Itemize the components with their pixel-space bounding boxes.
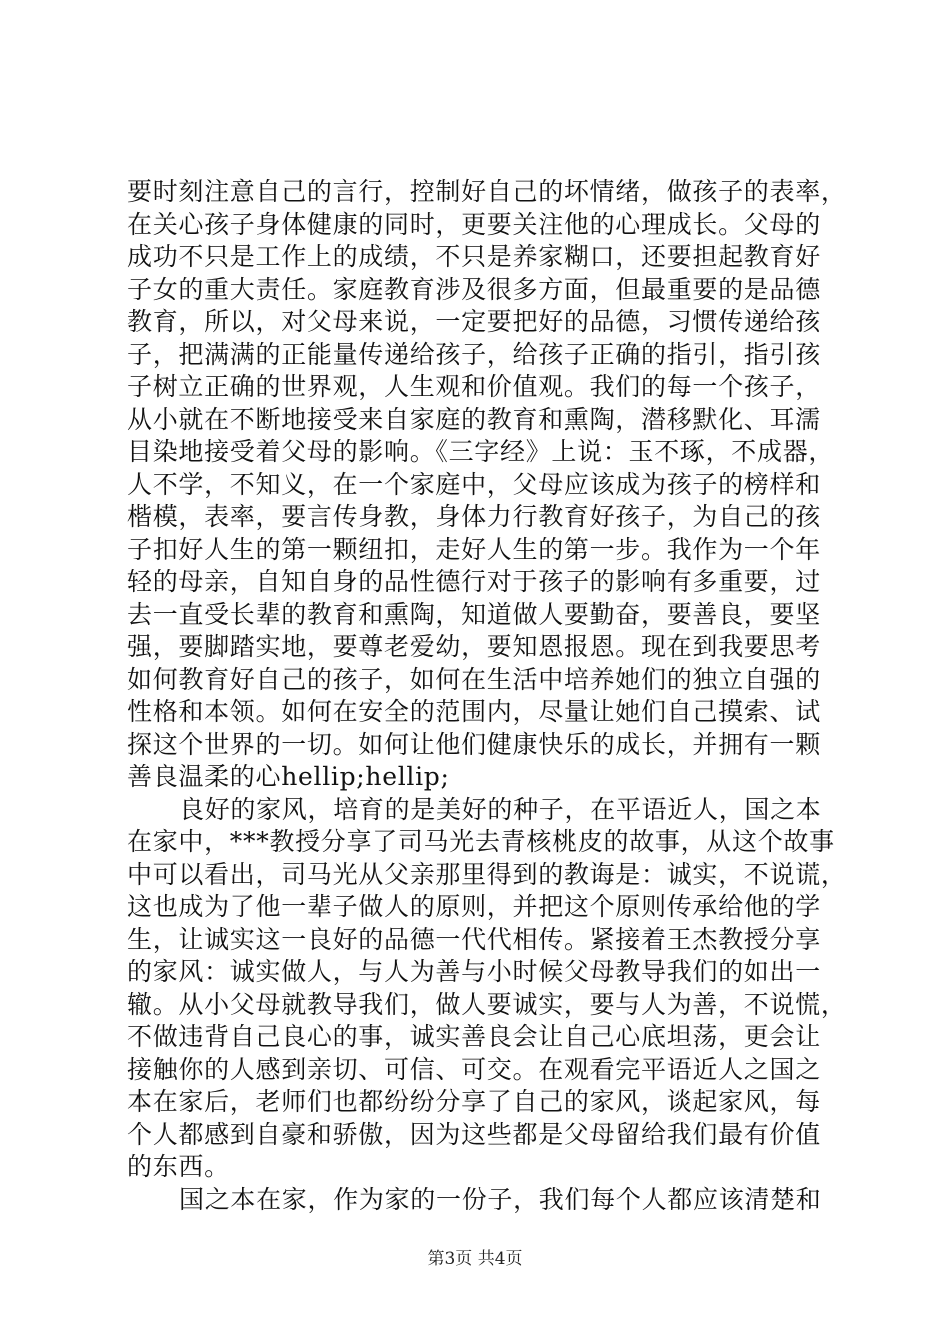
text-line: 探这个世界的一切。如何让他们健康快乐的成长，并拥有一颗: [127, 729, 821, 759]
text-line: 的家风：诚实做人，与人为善与小时候父母教导我们的如出一: [127, 957, 821, 986]
text-line: 个人都感到自豪和骄傲，因为这些都是父母留给我们最有价值: [127, 1119, 821, 1149]
text-line: 要时刻注意自己的言行，控制好自己的坏情绪，做孩子的表率，: [127, 177, 847, 206]
text-line: 子女的重大责任。家庭教育涉及很多方面，但最重要的是品德: [127, 274, 821, 304]
page-number: 第3页 共4页: [427, 1249, 523, 1269]
text-line: 生，让诚实这一良好的品德一代代相传。紧接着王杰教授分享: [127, 924, 821, 954]
page-footer: [0, 1244, 950, 1269]
text-line: 从小就在不断地接受来自家庭的教育和熏陶，潜移默化、耳濡: [127, 404, 821, 434]
text-line: 子树立正确的世界观，人生观和价值观。我们的每一个孩子，: [127, 372, 821, 401]
text-line: 本在家后，老师们也都纷纷分享了自己的家风，谈起家风，每: [127, 1087, 821, 1116]
text-line: 性格和本领。如何在安全的范围内，尽量让她们自己摸索、试: [127, 697, 821, 726]
text-line: 楷模，表率，要言传身教，身体力行教育好孩子，为自己的孩: [127, 502, 821, 531]
text-line: 子，把满满的正能量传递给孩子，给孩子正确的指引，指引孩: [127, 339, 821, 369]
text-line: 在家中，***教授分享了司马光去青核桃皮的故事，从这个故事: [127, 827, 835, 856]
text-line: 这也成为了他一辈子做人的原则，并把这个原则传承给他的学: [127, 892, 821, 921]
text-line: 教育，所以，对父母来说，一定要把好的品德，习惯传递给孩: [127, 307, 821, 336]
text-line: 去一直受长辈的教育和熏陶，知道做人要勤奋，要善良，要坚: [127, 599, 821, 629]
text-line: 接触你的人感到亲切、可信、可交。在观看完平语近人之国之: [127, 1054, 821, 1084]
text-line: 目染地接受着父母的影响。《三字经》上说：玉不琢，不成器，: [127, 437, 835, 466]
text-line: 子扣好人生的第一颗纽扣，走好人生的第一步。我作为一个年: [127, 534, 821, 564]
text-line: 如何教育好自己的孩子，如何在生活中培养她们的独立自强的: [127, 664, 821, 694]
paragraph-start-line: 良好的家风，培育的是美好的种子，在平语近人，国之本: [179, 794, 822, 824]
body-text: [127, 176, 847, 1216]
text-line: 善良温柔的心hellip;hellip;: [127, 762, 450, 791]
text-line: 不做违背自己良心的事，诚实善良会让自己心底坦荡，更会让: [127, 1022, 821, 1051]
paragraph-start-line: 国之本在家，作为家的一份子，我们每个人都应该清楚和: [179, 1184, 822, 1214]
text-line: 人不学，不知义，在一个家庭中，父母应该成为孩子的榜样和: [127, 469, 821, 499]
text-line: 强，要脚踏实地，要尊老爱幼，要知恩报恩。现在到我要思考: [127, 632, 821, 661]
text-line: 在关心孩子身体健康的同时，更要关注他的心理成长。父母的: [127, 209, 821, 239]
text-line: 的东西。: [127, 1152, 230, 1181]
text-line: 轻的母亲，自知自身的品性德行对于孩子的影响有多重要，过: [127, 567, 821, 596]
text-line: 辙。从小父母就教导我们，做人要诚实，要与人为善，不说慌，: [127, 989, 847, 1019]
text-line: 中可以看出，司马光从父亲那里得到的教诲是：诚实，不说谎，: [127, 859, 847, 889]
text-line: 成功不只是工作上的成绩，不只是养家糊口，还要担起教育好: [127, 242, 821, 271]
